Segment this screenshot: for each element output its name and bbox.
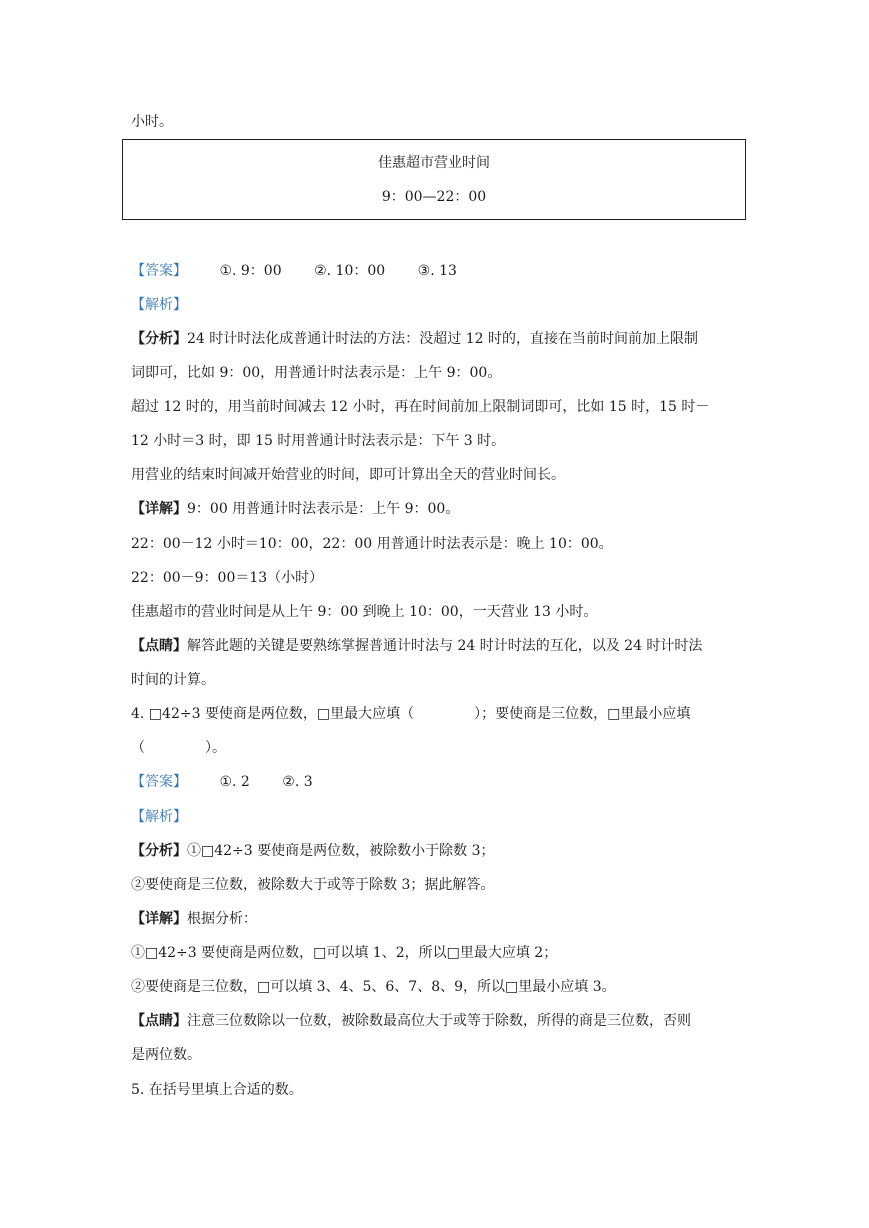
text-line: 小时。 xyxy=(131,114,173,130)
answer-item: ③. 13 xyxy=(417,263,457,279)
section-tag: 【分析】 xyxy=(131,843,187,859)
answer-line-4 xyxy=(131,772,751,792)
box-hours: 9：00—22：00 xyxy=(381,189,487,205)
text-line: 词即可，比如 9：00，用普通计时法表示是：上午 9：00。 xyxy=(131,365,502,381)
text-line: 用营业的结束时间减开始营业的时间，即可计算出全天的营业时间长。 xyxy=(131,467,565,483)
analysis-line xyxy=(131,329,751,349)
analysis-tag: 【解析】 xyxy=(131,809,187,825)
section-text: 9：00 用普通计时法表示是：上午 9：00。 xyxy=(187,501,460,517)
analysis-line xyxy=(131,841,751,861)
answer-item: ①. 9：00 xyxy=(219,263,282,279)
question-5: 5. 在括号里填上合适的数。 xyxy=(131,1082,303,1098)
business-hours-box xyxy=(122,139,746,220)
answer-tag: 【答案】 xyxy=(131,774,187,790)
text-line: 超过 12 时的，用当前时间减去 12 小时，再在时间前加上限制词即可，比如 15 时，15 时－ xyxy=(131,399,710,415)
question-4-cont xyxy=(131,738,751,758)
question-text: ）。 xyxy=(205,740,226,756)
answer-item: ②. 3 xyxy=(282,774,313,790)
section-text: 根据分析： xyxy=(187,911,257,927)
section-text: 注意三位数除以一位数，被除数最高位大于或等于除数，所得的商是三位数，否则 xyxy=(187,1013,691,1029)
text-line: 22：00－9：00＝13（小时） xyxy=(131,570,324,586)
box-title: 佳惠超市营业时间 xyxy=(378,155,490,171)
section-tag: 【详解】 xyxy=(131,911,187,927)
section-tag: 【点睛】 xyxy=(131,638,187,654)
question-text: 4. □42÷3 要使商是两位数，□里最大应填（ xyxy=(131,706,415,722)
text-line: 佳惠超市的营业时间是从上午 9：00 到晚上 10：00，一天营业 13 小时。 xyxy=(131,604,598,620)
text-line: 是两位数。 xyxy=(131,1047,201,1063)
answer-tag: 【答案】 xyxy=(131,263,187,279)
answer-item: ②. 10：00 xyxy=(314,263,386,279)
section-tag: 【分析】 xyxy=(131,331,187,347)
section-text: 解答此题的关键是要熟练掌握普通计时法与 24 时计时法的互化，以及 24 时计时法 xyxy=(187,638,703,654)
detail-line xyxy=(131,909,751,929)
text-line: ①□42÷3 要使商是两位数，□可以填 1、2，所以□里最大应填 2； xyxy=(131,945,558,961)
section-tag: 【详解】 xyxy=(131,501,187,517)
text-line: 时间的计算。 xyxy=(131,672,215,688)
question-text: （ xyxy=(131,740,145,756)
question-4 xyxy=(131,704,751,724)
section-text: 24 时计时法化成普通计时法的方法：没超过 12 时的，直接在当前时间前加上限制 xyxy=(187,331,698,347)
key-point-line xyxy=(131,1011,751,1031)
section-text: ①□42÷3 要使商是两位数，被除数小于除数 3； xyxy=(187,843,495,859)
section-tag: 【点睛】 xyxy=(131,1013,187,1029)
question-text: ）；要使商是三位数，□里最小应填 xyxy=(474,706,691,722)
key-point-line xyxy=(131,636,751,656)
text-line: 12 小时＝3 时，即 15 时用普通计时法表示是：下午 3 时。 xyxy=(131,433,506,449)
answer-line-3 xyxy=(131,261,751,281)
text-line: ②要使商是三位数，被除数大于或等于除数 3；据此解答。 xyxy=(131,877,495,893)
analysis-tag: 【解析】 xyxy=(131,297,187,313)
text-line: ②要使商是三位数，□可以填 3、4、5、6、7、8、9，所以□里最小应填 3。 xyxy=(131,979,616,995)
detail-line xyxy=(131,499,751,519)
text-line: 22：00－12 小时＝10：00，22：00 用普通计时法表示是：晚上 10：00。 xyxy=(131,536,613,552)
answer-item: ①. 2 xyxy=(219,774,250,790)
